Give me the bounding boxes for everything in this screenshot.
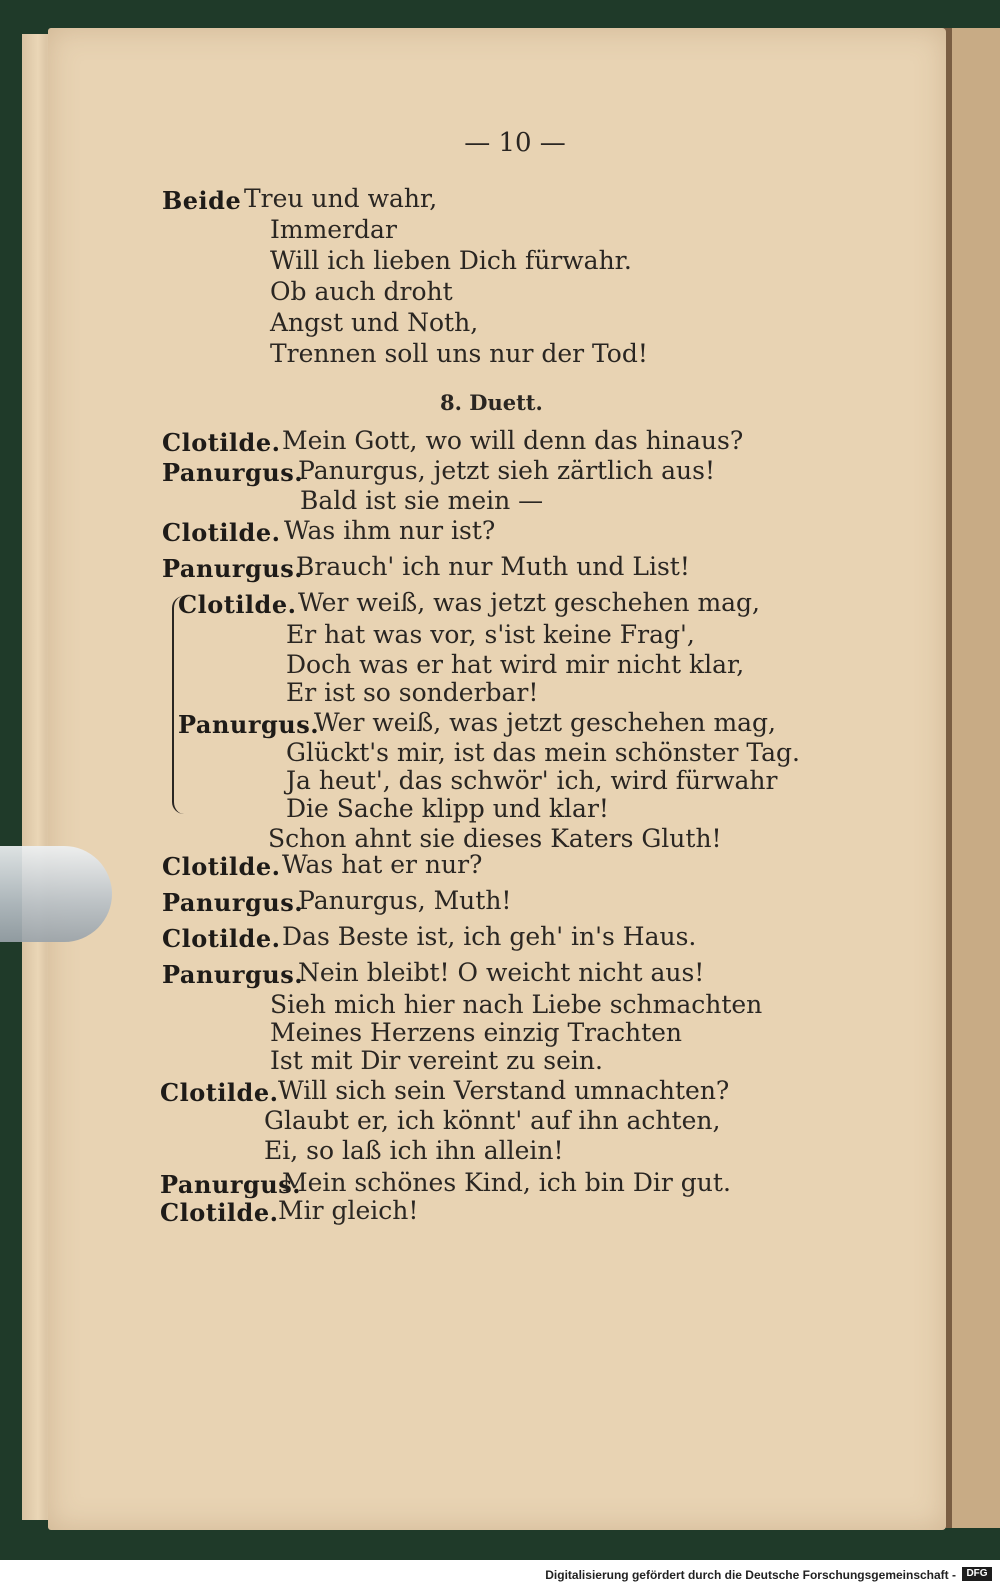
verse-line: Er ist so sonderbar!: [286, 678, 539, 707]
verse-line: Wer weiß, was jetzt geschehen mag,: [314, 708, 776, 737]
verse-line: Doch was er hat wird mir nicht klar,: [286, 650, 745, 679]
speaker-label: Panurgus.: [178, 710, 320, 739]
speaker-label: Clotilde.: [160, 1078, 279, 1107]
verse-line: Das Beste ist, ich geh' in's Haus.: [282, 922, 697, 951]
verse-line: Was ihm nur ist?: [284, 516, 496, 545]
verse-line: Bald ist sie mein —: [300, 486, 544, 515]
speaker-label: Clotilde.: [162, 518, 281, 547]
verse-line: Die Sache klipp und klar!: [286, 794, 609, 823]
verse-line: Will ich lieben Dich fürwahr.: [270, 246, 632, 275]
speaker-label: Clotilde.: [178, 590, 297, 619]
verse-line: Ei, so laß ich ihn allein!: [264, 1136, 564, 1165]
verse-line: Brauch' ich nur Muth und List!: [296, 552, 690, 581]
speaker-label: Panurgus.: [160, 1170, 302, 1199]
verse-line: Trennen soll uns nur der Tod!: [270, 339, 648, 368]
verse-line: Meines Herzens einzig Trachten: [270, 1018, 683, 1047]
page-clip: [0, 846, 112, 942]
verse-line: Ja heut', das schwör' ich, wird fürwahr: [286, 766, 778, 795]
verse-line: Nein bleibt! O weicht nicht aus!: [298, 958, 705, 987]
verse-line: Will sich sein Verstand umnachten?: [278, 1076, 730, 1105]
verse-line: Mein schönes Kind, ich bin Dir gut.: [282, 1168, 731, 1197]
speaker-label: Clotilde.: [160, 1198, 279, 1227]
speaker-label: Panurgus.: [162, 960, 304, 989]
verse-line: Was hat er nur?: [282, 850, 483, 879]
ensemble-brace: [172, 596, 184, 814]
back-page: [950, 28, 1000, 1528]
verse-line: Mir gleich!: [278, 1196, 419, 1225]
speaker-label: Beide: [162, 186, 242, 215]
speaker-label: Panurgus.: [162, 554, 304, 583]
footer-bar: [0, 1560, 1000, 1589]
verse-line: Glückt's mir, ist das mein schönster Tag.: [286, 738, 801, 767]
dfg-logo: DFG: [962, 1567, 992, 1581]
verse-line: Ist mit Dir vereint zu sein.: [270, 1046, 603, 1075]
speaker-label: Clotilde.: [162, 428, 281, 457]
verse-line: Immerdar: [270, 215, 397, 244]
speaker-label: Clotilde.: [162, 924, 281, 953]
verse-line: Glaubt er, ich könnt' auf ihn achten,: [264, 1106, 721, 1135]
speaker-label: Panurgus.: [162, 458, 304, 487]
verse-line: Panurgus, jetzt sieh zärtlich aus!: [298, 456, 716, 485]
verse-line: Sieh mich hier nach Liebe schmachten: [270, 990, 763, 1019]
verse-line: Mein Gott, wo will denn das hinaus?: [282, 426, 744, 455]
verse-line: Ob auch droht: [270, 277, 453, 306]
verse-line: Wer weiß, was jetzt geschehen mag,: [298, 588, 760, 617]
funding-credit: Digitalisierung gefördert durch die Deutsche Forschungsgemeinschaft -: [545, 1568, 956, 1582]
verse-line: Panurgus, Muth!: [298, 886, 512, 915]
verse-line: Angst und Noth,: [270, 308, 479, 337]
verse-line: Schon ahnt sie dieses Katers Gluth!: [268, 824, 722, 853]
speaker-label: Clotilde.: [162, 852, 281, 881]
duet-heading: 8. Duett.: [440, 390, 543, 415]
verse-line: Er hat was vor, s'ist keine Frag',: [286, 620, 695, 649]
page-number: — 10 —: [464, 128, 566, 158]
verse-line: Treu und wahr,: [244, 184, 438, 213]
speaker-label: Panurgus.: [162, 888, 304, 917]
